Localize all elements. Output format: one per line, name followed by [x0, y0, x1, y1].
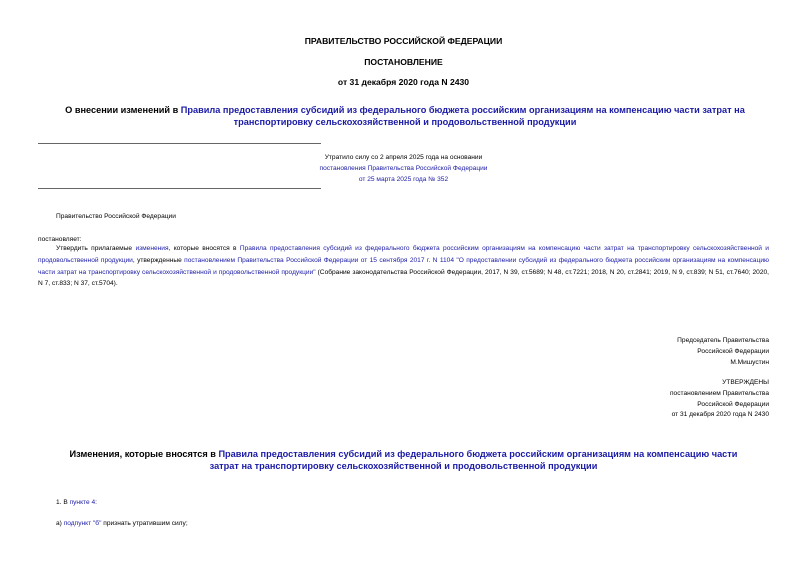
- repeal-notice-line1: Утратило силу со 2 апреля 2025 года на основании: [324, 154, 483, 161]
- item-1: [56, 497, 97, 508]
- item-1-link[interactable]: пункте 4: [69, 499, 96, 506]
- divider-bottom: [38, 188, 321, 189]
- paragraph-end: (Собрание законодательства Российской Федерации, 2017, N 39, ст.5689; N 48, ст.7221; 2018, N 20, ст.2841; 2019, N 9, ст.839; N 51, ст.7640; 2020, N 7, ст.833; N 37, ст.5704).: [38, 268, 769, 288]
- changes-heading: [55, 448, 752, 472]
- repeal-decree-date-link[interactable]: от 25 марта 2025 года № 352: [358, 176, 449, 183]
- item-1-prefix: 1. В: [56, 499, 70, 506]
- item-a-link[interactable]: подпункт "б": [63, 520, 102, 527]
- document-type: ПОСТАНОВЛЕНИЕ: [364, 57, 443, 67]
- changes-prefix: Изменения, которые вносятся в: [69, 449, 219, 459]
- changes-rules-link[interactable]: Правила предоставления субсидий из федерального бюджета российским организациям на компенсацию части затрат на транспортировку сельскохозяйственной и продовольственной продукции: [209, 449, 738, 471]
- item-a-prefix: а): [56, 520, 64, 527]
- document-date-number: от 31 декабря 2020 года N 2430: [337, 77, 470, 87]
- paragraph-mid2: , утвержденные: [132, 256, 185, 264]
- title-prefix: О внесении изменений в: [65, 105, 181, 115]
- document-title: [60, 104, 750, 128]
- repeal-decree-link[interactable]: постановления Правительства Российской Федерации: [319, 165, 488, 172]
- divider-top: [38, 143, 321, 144]
- government-heading: ПРАВИТЕЛЬСТВО РОССИЙСКОЙ ФЕДЕРАЦИИ: [304, 36, 503, 46]
- rules-link[interactable]: Правила предоставления субсидий из федерального бюджета российским организациям на компенсацию части затрат на транспортировку сельскохозяйственной и продовольственной продукции: [180, 105, 745, 127]
- signature-name: М.Мишустин: [730, 358, 769, 366]
- approved-line2: постановлением Правительства: [669, 389, 769, 397]
- approved-block: [469, 378, 769, 421]
- signature-block: [469, 336, 769, 368]
- item-a: [56, 518, 188, 529]
- government-line: Правительство Российской Федерации: [56, 213, 176, 220]
- rules-link-inline[interactable]: Правила предоставления субсидий из федерального бюджета российским организациям на компенсацию части затрат на транспортировку сельскохозяйственной и продовольственной продукции: [38, 245, 769, 264]
- changes-link[interactable]: изменения: [135, 245, 169, 252]
- signature-role1: Председатель Правительства: [677, 337, 769, 344]
- approved-line3: Российской Федерации: [697, 400, 769, 408]
- paragraph-start: Утвердить прилагаемые: [56, 245, 136, 252]
- decrees-line: постановляет:: [38, 236, 82, 243]
- main-paragraph: [38, 243, 769, 290]
- item-a-suffix: признать утратившим силу;: [101, 520, 188, 527]
- approved-line4: от 31 декабря 2020 года N 2430: [671, 411, 769, 419]
- approved-line1: УТВЕРЖДЕНЫ: [722, 379, 769, 386]
- signature-role2: Российской Федерации: [697, 347, 769, 355]
- item-1-suffix: :: [95, 499, 97, 506]
- decree-1104-link[interactable]: постановлением Правительства Российской Федерации от 15 сентября 2017 г. N 1104 "О предоставлении субсидий из федерального бюджета российским организациям на компенсацию части затрат на транспортировку сельскохозяйственной и продовольственной продукции": [38, 256, 769, 276]
- repeal-notice: [200, 152, 607, 185]
- paragraph-mid1: , которые вносятся в: [168, 245, 240, 252]
